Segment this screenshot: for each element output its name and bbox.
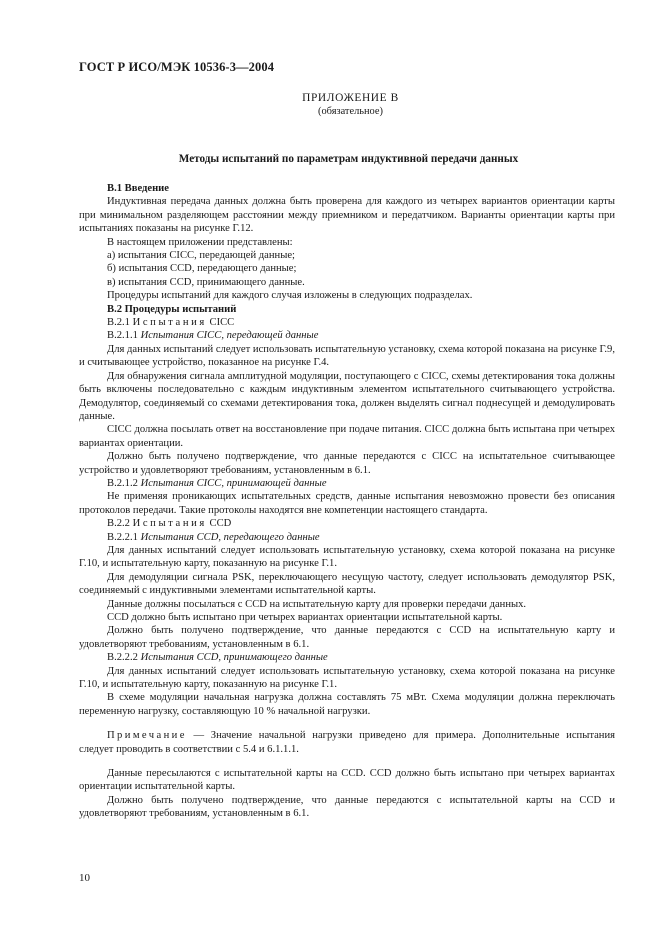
subsubsection-heading-b221 [79, 531, 615, 544]
paragraph: Процедуры испытаний для каждого случая изложены в следующих подразделах. [107, 290, 473, 302]
note-text: — Значение начальной нагрузки приведено для примера. Дополнительные испытания следует проводить в соответствии с 5.4 и 6.1.1.1. [79, 730, 615, 755]
list-item-a: а) испытания CICC, передающей данные; [107, 250, 295, 262]
list-item-b: б) испытания CCD, передающего данные; [107, 263, 297, 275]
subsubsection-title: Испытания CCD, передающего данные [140, 531, 320, 543]
subsubsection-title: Испытания CICC, передающей данные [140, 330, 319, 342]
section-heading-b1: В.1 Введение [107, 183, 169, 194]
appendix-status: (обязательное) [318, 106, 383, 117]
subsection-number: В.2.2 [107, 518, 130, 530]
list-item-c: в) испытания CCD, принимающего данные. [107, 276, 305, 288]
paragraph: CICC должна посылать ответ на восстановление при подаче питания. CICC должна быть испытана при четырех вариантах ориентации. [79, 424, 615, 449]
subsection-object: CCD [209, 518, 232, 530]
appendix-title: ПРИЛОЖЕНИЕ В [302, 92, 399, 104]
paragraph: Не применяя проникающих испытательных средств, данные испытания невозможно провести без описания протоколов передачи. Такие протоколы находятся вне компетенции настоящего стандарта. [79, 491, 615, 516]
subsubsection-title: Испытания CCD, принимающего данные [140, 652, 328, 664]
spacer [79, 718, 615, 729]
subsection-heading-b21 [79, 316, 615, 329]
paragraph: Для обнаружения сигнала амплитудной модуляции, поступающего с CICC, схемы детектирования тока должны быть включены последовательно с каждым индуктивным элементом испытательного считывающего устройства. Демодулятор, соединяемый со схемами детектирования тока, должен выделять сигнал поднесущей и демодулировать данные. [79, 370, 615, 422]
subsubsection-title: Испытания CICC, принимающей данные [140, 477, 327, 489]
subsubsection-number: В.2.2.1 [107, 531, 138, 543]
paragraph: Должно быть получено подтверждение, что данные передаются с CICC на испытательное считывающее устройство и удовлетворяют требованиям, установленным в 6.1. [79, 451, 615, 476]
note [79, 729, 615, 756]
subsubsection-heading-b212 [79, 477, 615, 490]
subsection-number: В.2.1 [107, 317, 130, 329]
paragraph: CCD должно быть испытано при четырех вариантах ориентации испытательной карты. [107, 612, 503, 623]
paragraph: Для демодуляции сигнала PSK, переключающего несущую частоту, следует использовать демодулятор PSK, соединяемый с индуктивными элементами испытательной карты. [79, 571, 615, 597]
note-label: Примечание [107, 730, 187, 742]
paragraph: Индуктивная передача данных должна быть проверена для каждого из четырех вариантов ориентации карты при минимальном разделяющем расстоянии между приемником и передатчиком. Варианты ориентации карты при испытаниях показаны на рисунке Г.12. [79, 196, 615, 235]
section-heading-b2: В.2 Процедуры испытаний [107, 303, 237, 315]
paragraph: Должно быть получено подтверждение, что данные передаются с CCD на испытательную карту и удовлетворяют требованиям, установленным в 6.1. [79, 625, 615, 650]
subsubsection-heading-b222 [79, 651, 615, 664]
appendix-main-title: Методы испытаний по параметрам индуктивной передачи данных [178, 153, 519, 165]
paragraph: В схеме модуляции начальная нагрузка должна составлять 75 мВт. Схема модуляции должна переключать переменную нагрузку, составляющую 10 % начальной нагрузки. [79, 692, 615, 717]
subsubsection-number: В.2.1.2 [107, 477, 138, 489]
subsubsection-number: В.2.2.2 [107, 652, 138, 664]
subsection-word: Испытания [132, 317, 207, 329]
paragraph: В настоящем приложении представлены: [107, 236, 293, 248]
paragraph: Для данных испытаний следует использовать испытательную установку, схема которой показана на рисунке Г.10, и испытательную карту, показанную на рисунке Г.1. [79, 665, 615, 691]
page-number: 10 [79, 872, 90, 884]
paragraph: Для данных испытаний следует использовать испытательную установку, схема которой показана на рисунке Г.10, и испытательную карту, показанную на рисунке Г.1. [79, 544, 615, 570]
paragraph: Данные должны посылаться с CCD на испытательную карту для проверки передачи данных. [107, 598, 527, 610]
spacer [79, 756, 615, 767]
subsection-object: CICC [209, 317, 235, 329]
subsubsection-number: В.2.1.1 [107, 330, 138, 342]
subsection-word: Испытания [132, 518, 207, 530]
document-body [79, 182, 615, 821]
subsubsection-heading-b211 [79, 329, 615, 342]
paragraph: Для данных испытаний следует использовать испытательную установку, схема которой показана на рисунке Г.9, и считывающее устройство, показанное на рисунке Г.4. [79, 343, 615, 369]
paragraph: Должно быть получено подтверждение, что данные передаются с испытательной карты на CCD и удовлетворяют требованиям, установленным в 6.1. [79, 794, 615, 820]
subsection-heading-b22 [79, 517, 615, 530]
paragraph: Данные пересылаются с испытательной карты на CCD. CCD должно быть испытано при четырех вариантах ориентации испытательной карты. [79, 768, 615, 793]
standard-designation: ГОСТ Р ИСО/МЭК 10536-3—2004 [79, 60, 275, 74]
